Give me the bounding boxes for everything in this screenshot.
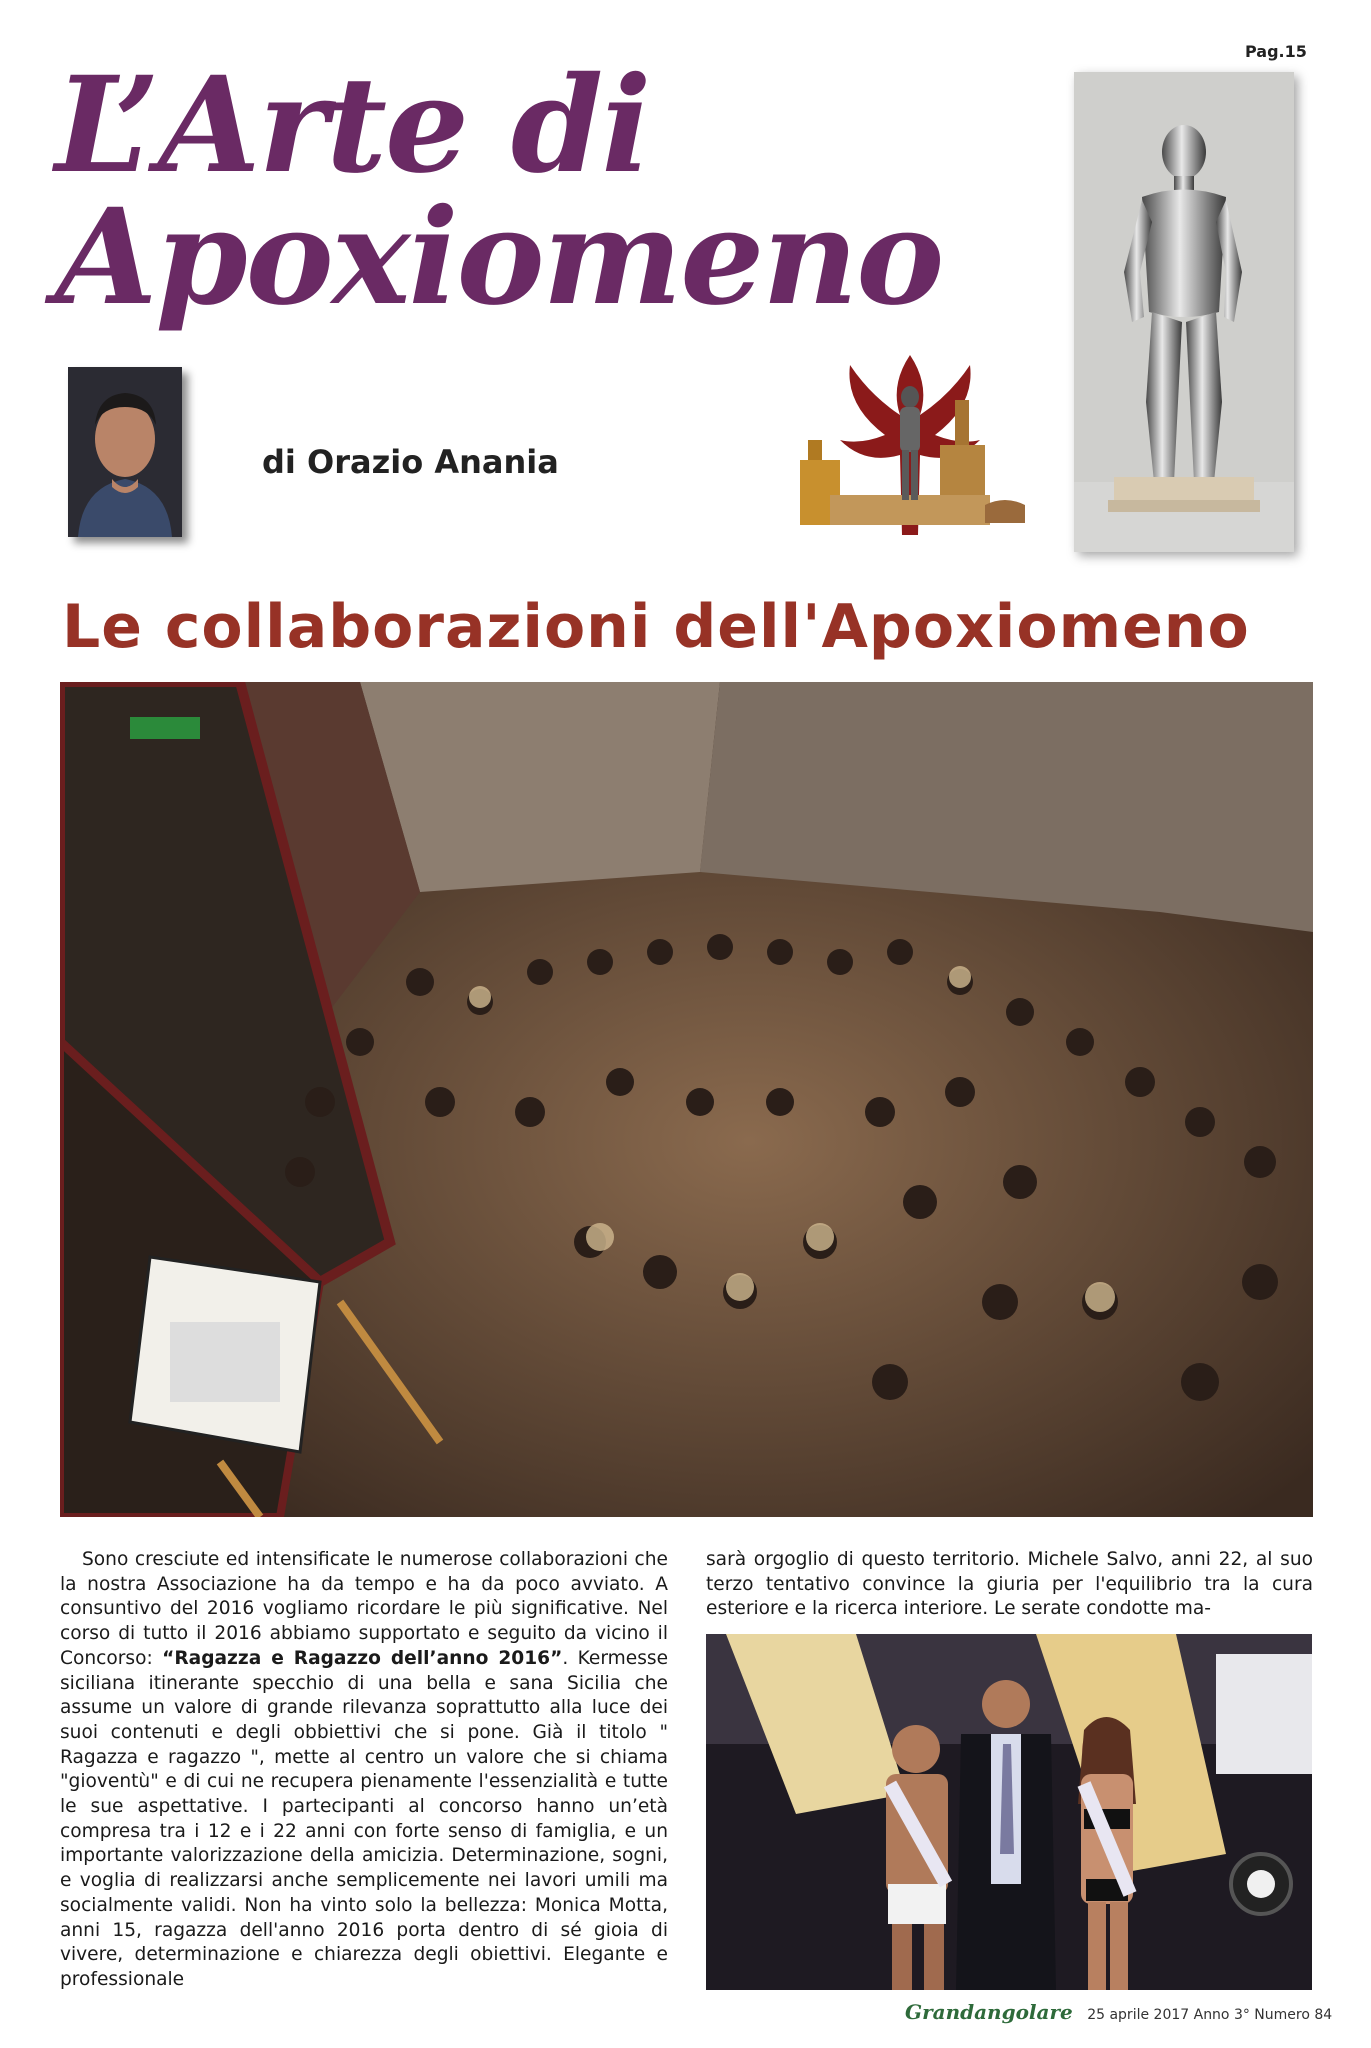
statue-photo [1074,72,1294,552]
article-text-intro: Sono cresciute ed intensificate le numerose collaborazioni che la nostra Associazione ha da tempo e ha da poco avviato. A consuntivo del 2016 vogliamo ricordare le più significative. Nel corso di tutto il 2016 abbiamo supportato e seguito da vicino il Concorso: [60,1549,668,1669]
article-text-body: . Kermesse siciliana itinerante specchio di una bella e sana Sicilia che assume un valore di grande rilevanza soprattutto alla luce dei suoi contenuti e degli obbiettivi che si pone. Già il titolo " Ragazza e ragazzo ", mette al centro un valore che si chiama "gioventù" e di cui ne recupera pienamente l'essenzialità e tutte le sue aspettative. I partecipanti al concorso hanno un’età compresa tra i 12 e i 22 anni con forte senso di famiglia, e un importante valorizzazione della amicizia. Determinazione, sogni, e voglia di realizzarsi anche semplicemente nei lavori umili ma socialmente validi. Non ha vinto solo la bellezza: Monica Motta, anni 15, ragazza dell'anno 2016 porta dentro di sé gioia di vivere, determinazione e chiarezza degli obiettivi. Elegante e professionale [60,1647,669,1990]
masthead-line-1: L’Arte di [55,48,650,203]
crest-logo [790,345,1030,545]
masthead-line-2: Apoxiomeno [55,180,943,335]
author-photo [68,367,182,537]
main-event-photo [60,682,1313,1517]
article-column-left [60,1548,668,1993]
article-paragraph [60,1548,668,1993]
publication-name: Grandangolare [905,2000,1073,2024]
author-byline: di Orazio Anania [262,443,559,481]
article-text-continued: sarà orgoglio di questo territorio. Michele Salvo, anni 22, al suo terzo tentativo convince la giuria per l'equilibrio tra la cura esteriore e la ricerca interiore. Le serate condotte ma- [706,1549,1313,1620]
contest-name: “Ragazza e Ragazzo dell’anno 2016” [162,1647,563,1669]
article-headline: Le collaborazioni dell'Apoxiomeno [62,592,1250,662]
page-footer [905,2000,1332,2024]
article-column-right [706,1548,1313,1622]
contest-winners-photo [706,1634,1312,1990]
page-number: Pag.15 [1245,42,1307,61]
issue-info: 25 aprile 2017 Anno 3° Numero 84 [1087,2007,1333,2023]
